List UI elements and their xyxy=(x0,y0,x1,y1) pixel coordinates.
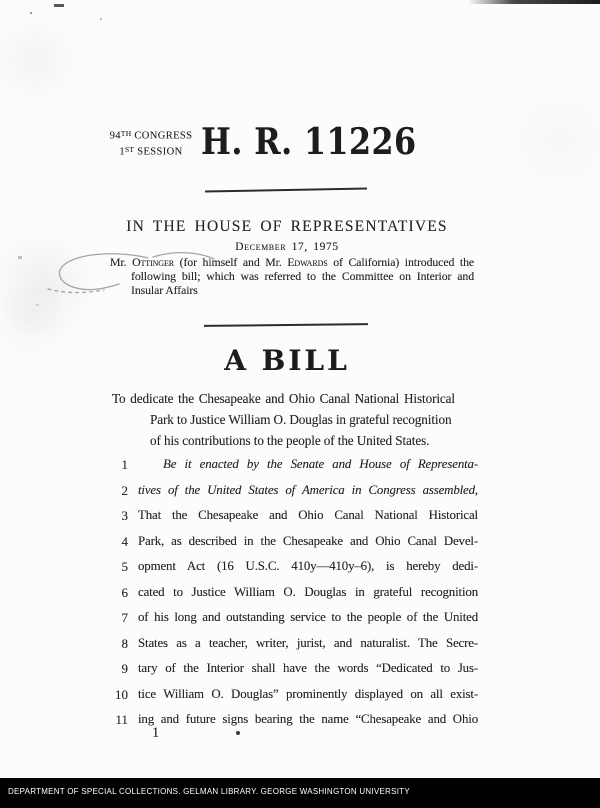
bill-heading: A BILL xyxy=(224,344,350,377)
congress-session-block xyxy=(102,127,200,158)
body-line-row xyxy=(106,656,478,682)
line-text: cated to Justice William O. Douglas in grateful recognition xyxy=(138,584,478,599)
line-text: opment Act (16 U.S.C. 410y—410y–6), is hereby dedi- xyxy=(138,559,478,573)
preamble-line: To dedicate the Chesapeake and Ohio Canal National Historical xyxy=(112,391,455,406)
line-text: tary of the Interior shall have the words “Dedicated to Jus- xyxy=(138,661,478,675)
archive-footer-label: DEPARTMENT OF SPECIAL COLLECTIONS. GELMAN LIBRARY. GEORGE WASHINGTON UNIVERSITY xyxy=(8,787,410,796)
sponsor-paragraph xyxy=(110,256,474,297)
body-line-row xyxy=(106,554,478,580)
line-text: tives of the United States of America in Congress assembled, xyxy=(138,482,478,497)
preamble-line: Park to Justice William O. Douglas in grateful recognition xyxy=(150,412,452,427)
horizontal-rule xyxy=(204,323,368,327)
line-text: of his long and outstanding service to the people of the United xyxy=(138,610,478,624)
body-line-row xyxy=(106,452,478,478)
line-number: 11 xyxy=(115,712,128,727)
scan-speck xyxy=(54,4,64,7)
scan-speck xyxy=(18,256,22,259)
line-number: 2 xyxy=(121,482,128,498)
sponsor-line: following bill; which was referred to the Committee on Interior and xyxy=(131,269,474,283)
page-number: 1 xyxy=(152,725,160,741)
body-line-row xyxy=(106,682,478,708)
line-text: Park, as described in the Chesapeake and Ohio Canal Devel- xyxy=(138,533,478,548)
line-number: 10 xyxy=(115,686,128,702)
body-line-row xyxy=(106,529,478,555)
body-line-row xyxy=(106,631,478,657)
session-line: 1ST SESSION xyxy=(119,144,183,157)
body-line-row xyxy=(106,580,478,606)
congress-line: 94TH CONGRESS xyxy=(109,129,193,142)
body-line-row xyxy=(106,605,478,631)
bill-number: H. R. 11226 xyxy=(201,121,417,163)
preamble-line: of his contributions to the people of the United States. xyxy=(150,433,430,448)
line-text: States as a teacher, writer, jurist, and naturalist. The Secre- xyxy=(138,635,478,650)
body-line-row xyxy=(106,707,478,733)
sponsor-line: Insular Affairs xyxy=(131,283,198,297)
line-number: 3 xyxy=(121,508,128,523)
scan-speck xyxy=(30,12,32,14)
scan-speck xyxy=(36,304,39,306)
line-text: tice William O. Douglas” prominently displayed on all exist- xyxy=(138,686,478,701)
line-number: 9 xyxy=(121,661,128,676)
bill-body-text xyxy=(106,452,478,733)
scan-speck xyxy=(100,18,102,20)
line-text: That the Chesapeake and Ohio Canal National Historical xyxy=(138,508,478,522)
horizontal-rule xyxy=(205,187,367,192)
chamber-heading: IN THE HOUSE OF REPRESENTATIVES xyxy=(126,218,448,235)
line-number: 5 xyxy=(121,559,128,574)
body-line-row xyxy=(106,478,478,504)
line-number: 7 xyxy=(121,610,128,625)
line-number: 8 xyxy=(121,635,128,651)
line-text: Be it enacted by the Senate and House of Representa- xyxy=(163,457,478,471)
line-number: 4 xyxy=(121,533,128,549)
preamble xyxy=(112,388,455,451)
line-number: 1 xyxy=(121,457,128,472)
archive-footer-bar xyxy=(0,778,600,808)
line-number: 6 xyxy=(121,584,128,600)
sponsor-line: Mr. Ottinger (for himself and Mr. Edwards of California) introduced the xyxy=(110,256,474,269)
line-text: ing and future signs bearing the name “Chesapeake and Ohio xyxy=(138,712,478,726)
introduction-date: December 17, 1975 xyxy=(235,241,339,253)
scan-streak-top-right xyxy=(468,0,600,4)
body-line-row xyxy=(106,503,478,529)
